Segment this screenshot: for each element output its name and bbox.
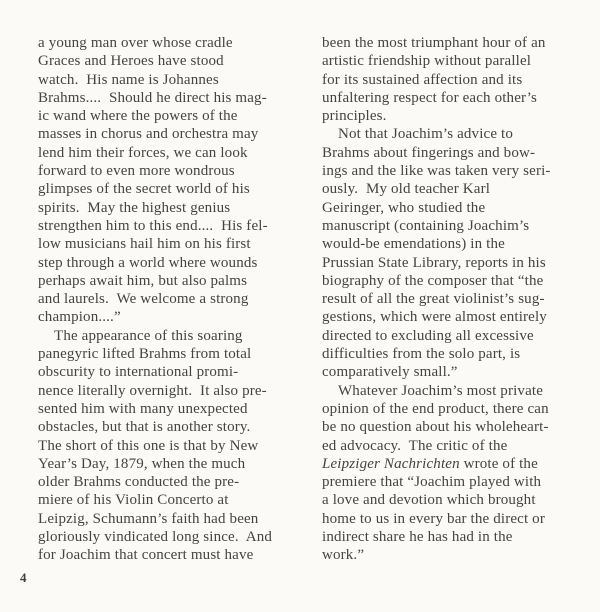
text-line: unfaltering respect for each other’s	[322, 89, 538, 106]
text-line: Leipzig, Schumann’s faith had been	[38, 510, 259, 527]
text-line: indirect share he has had in the	[322, 529, 513, 546]
text-line: premiere that “Joachim played with	[322, 474, 542, 491]
text-line: difficulties from the solo part, is	[322, 346, 521, 363]
text-line: been the most triumphant hour of an	[322, 35, 546, 51]
text-line: The short of this one is that by New	[38, 437, 259, 454]
text-line: The appearance of this soaring	[54, 327, 243, 344]
text-line: artistic friendship without parallel	[322, 53, 532, 70]
text-line: ed advocacy. The critic of the	[322, 437, 508, 454]
text-line: result of all the great violinist’s sug-	[322, 291, 545, 308]
text-line: would-be emendations) in the	[322, 236, 505, 253]
text-line: Whatever Joachim’s most private	[338, 382, 544, 399]
page-number: 4	[20, 570, 27, 585]
text-line: miere of his Violin Concerto at	[38, 492, 229, 509]
text-line: ings and the like was taken very seri-	[322, 163, 551, 180]
text-line: directed to excluding all excessive	[322, 327, 534, 344]
text-line: obscurity to international promi-	[38, 364, 239, 381]
text-line: strengthen him to this end.... His fel-	[38, 217, 268, 234]
text-line: older Brahms conducted the pre-	[38, 474, 240, 491]
text-line: biography of the composer that “the	[322, 272, 544, 289]
text-line: for Joachim that concert must have	[38, 547, 254, 564]
text-line: lend him their forces, we can look	[38, 144, 248, 161]
text-line: for its sustained affection and its	[322, 71, 523, 88]
text-line: watch. His name is Johannes	[38, 71, 219, 88]
text-line: gloriously vindicated long since. And	[38, 529, 273, 546]
text-line: masses in chorus and orchestra may	[38, 126, 259, 143]
text-line: manuscript (containing Joachim’s	[322, 217, 530, 234]
text-line: gestions, which were almost entirely	[322, 309, 547, 326]
text-line: a young man over whose cradle	[38, 35, 233, 51]
text-line: ously. My old teacher Karl	[322, 181, 491, 198]
text-line: a love and devotion which brought	[322, 492, 536, 509]
text-line: champion....”	[38, 309, 121, 326]
text-line: principles.	[322, 108, 387, 125]
text-line: Graces and Heroes have stood	[38, 53, 224, 70]
text-line: forward to even more wondrous	[38, 163, 235, 180]
text-line: Leipziger Nachrichten wrote of the	[322, 455, 538, 472]
text-line: Geiringer, who studied the	[322, 199, 486, 216]
text-line: sented him with many unexpected	[38, 400, 248, 417]
text-line: spirits. May the highest genius	[38, 199, 231, 216]
text-line: be no question about his wholeheart-	[322, 419, 549, 436]
text-line: step through a world where wounds	[38, 254, 258, 271]
text-line: Brahms about fingerings and bow-	[322, 144, 536, 161]
text-line: Year’s Day, 1879, when the much	[38, 455, 246, 472]
text-line: low musicians hail him on his first	[38, 236, 251, 253]
text-line: ic wand where the powers of the	[38, 108, 238, 125]
text-line: glimpses of the secret world of his	[38, 181, 250, 198]
left-column	[38, 34, 300, 565]
text-line: nence literally overnight. It also pre-	[38, 382, 267, 399]
text-line: comparatively small.”	[322, 364, 458, 381]
text-line: Brahms.... Should he direct his mag-	[38, 89, 267, 106]
text-line: panegyric lifted Brahms from total	[38, 346, 252, 363]
text-line: Prussian State Library, reports in his	[322, 254, 546, 271]
right-column	[322, 34, 588, 565]
text-line: perhaps await him, but also palms	[38, 272, 248, 289]
text-line: obstacles, but that is another story.	[38, 419, 251, 436]
text-line: Not that Joachim’s advice to	[338, 126, 513, 143]
text-line: home to us in every bar the direct or	[322, 510, 545, 527]
text-line: and laurels. We welcome a strong	[38, 291, 249, 308]
text-line: opinion of the end product, there can	[322, 400, 549, 417]
text-line: work.”	[322, 547, 365, 564]
